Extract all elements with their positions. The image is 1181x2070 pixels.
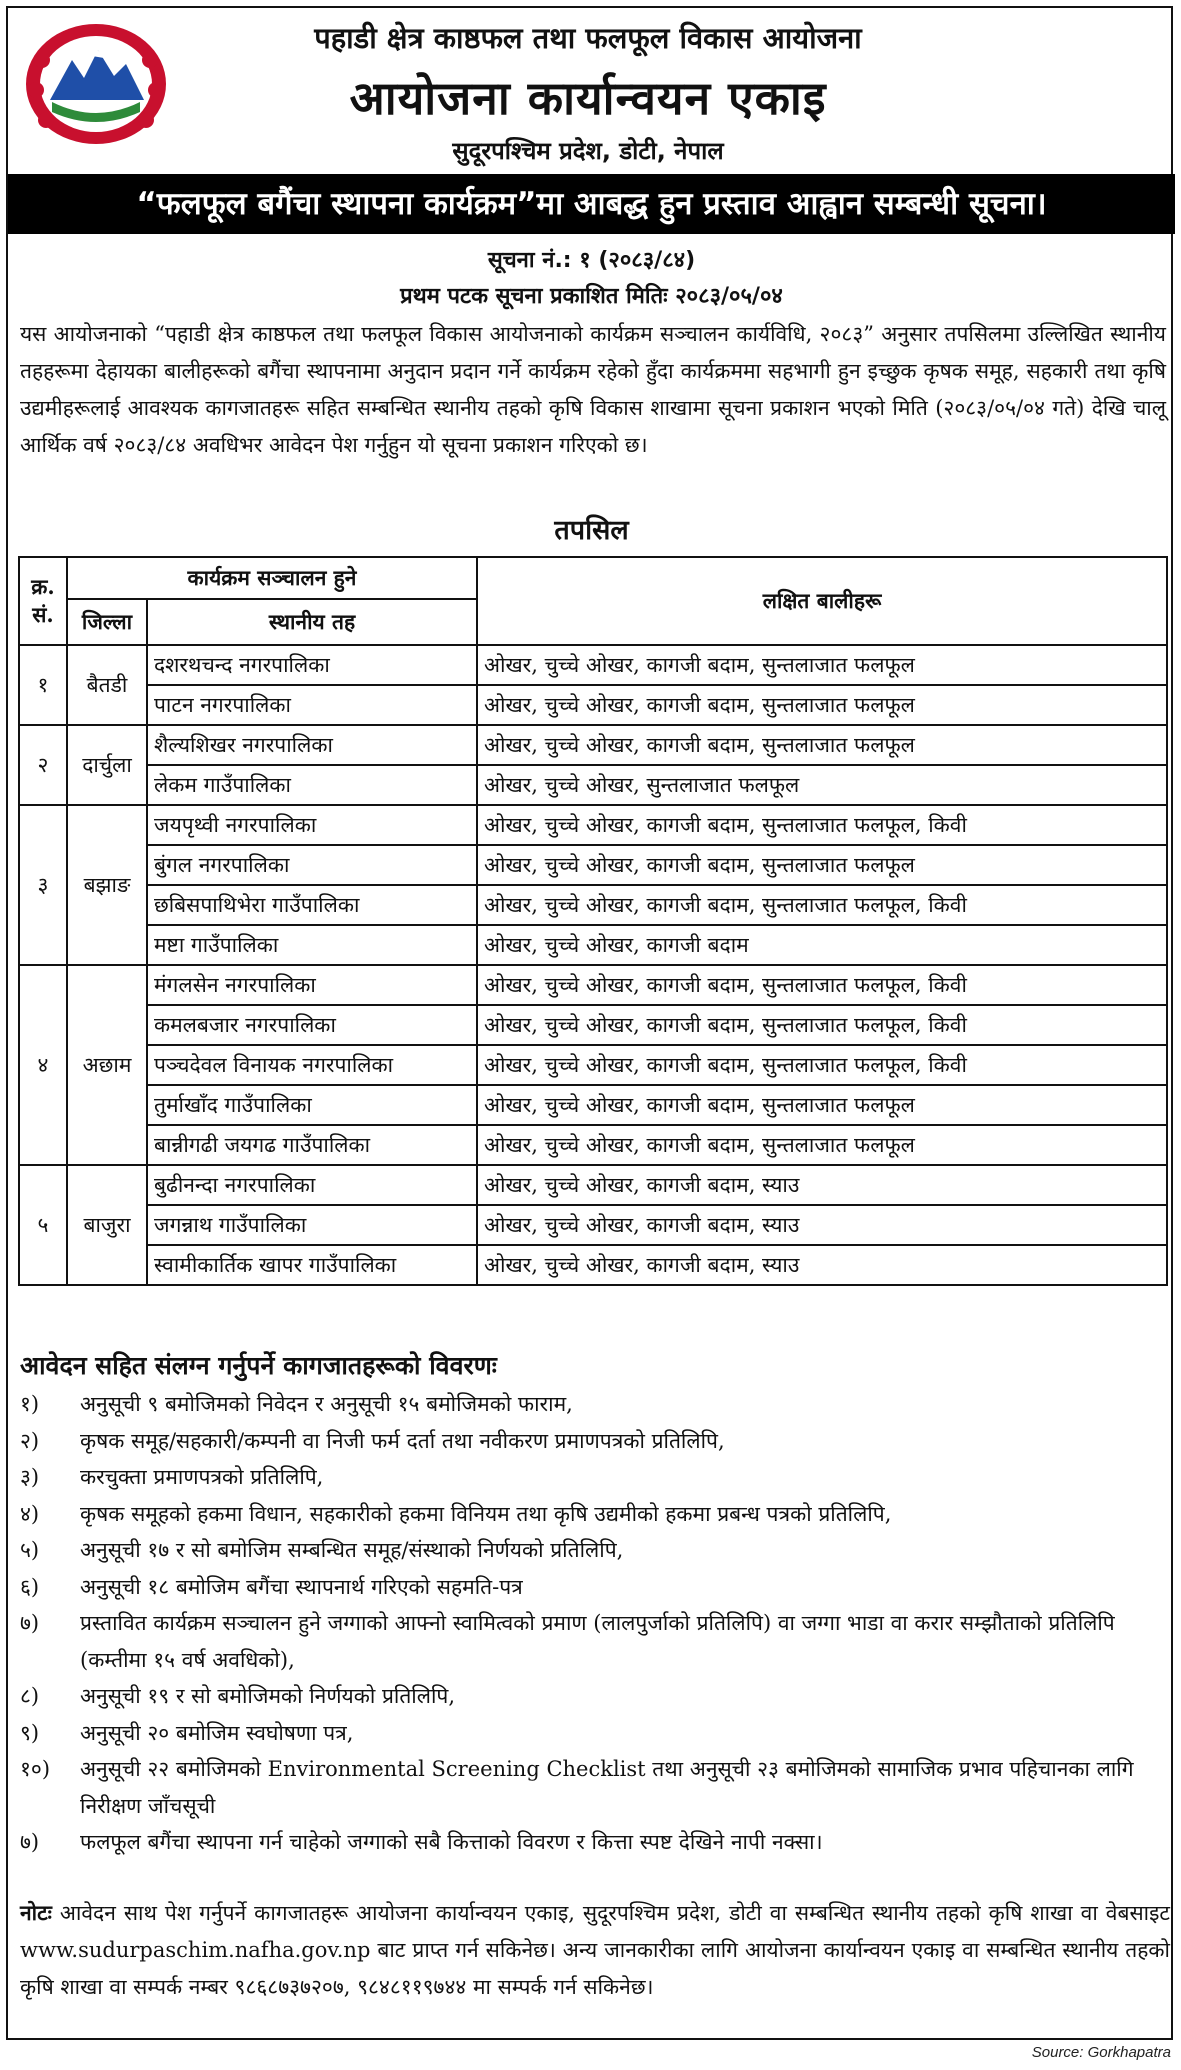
row-sn: ४ (19, 965, 67, 1165)
list-item (20, 1532, 1170, 1569)
row-local-level: पञ्चदेवल विनायक नगरपालिका (147, 1045, 477, 1085)
row-local-level: स्वामीकार्तिक खापर गाउँपालिका (147, 1245, 477, 1285)
row-local-level: दशरथचन्द नगरपालिका (147, 645, 477, 685)
list-item-text: अनुसूची ९ बमोजिमको निवेदन र अनुसूची १५ बमोजिमको फाराम, (80, 1392, 573, 1416)
documents-list (20, 1386, 1170, 1861)
row-local-level: शैल्यशिखर नगरपालिका (147, 725, 477, 765)
row-local-level: मष्टा गाउँपालिका (147, 925, 477, 965)
list-item-text: अनुसूची १९ र सो बमोजिमको निर्णयको प्रतिलिपि, (80, 1684, 456, 1708)
list-item-text: अनुसूची २२ बमोजिमको Environmental Screening Checklist तथा अनुसूची २३ बमोजिमको सामाजिक प्रभाव पहिचानका लागि निरीक्षण जाँचसूची (80, 1757, 1134, 1818)
row-local-level: जयपृथ्वी नगरपालिका (147, 805, 477, 845)
table-row (19, 805, 1167, 845)
table-row (19, 1045, 1167, 1085)
row-crops: ओखर, चुच्चे ओखर, कागजी बदाम, सुन्तलाजात फलफूल (477, 845, 1167, 885)
row-local-level: कमलबजार नगरपालिका (147, 1005, 477, 1045)
row-crops: ओखर, चुच्चे ओखर, कागजी बदाम (477, 925, 1167, 965)
table-row (19, 1245, 1167, 1285)
table-row (19, 885, 1167, 925)
list-item-number: ५) (20, 1538, 40, 1562)
list-item-text: कृषक समूह/सहकारी/कम्पनी वा निजी फर्म दर्ता तथा नवीकरण प्रमाणपत्रको प्रतिलिपि, (80, 1428, 725, 1453)
row-local-level: छबिसपाथिभेरा गाउँपालिका (147, 885, 477, 925)
list-item (20, 1605, 1170, 1678)
row-local-level: मंगलसेन नगरपालिका (147, 965, 477, 1005)
row-crops: ओखर, चुच्चे ओखर, कागजी बदाम, सुन्तलाजात फलफूल, किवी (477, 885, 1167, 925)
row-sn: ३ (19, 805, 67, 965)
row-local-level: जगन्नाथ गाउँपालिका (147, 1205, 477, 1245)
list-item-number: ८) (20, 1684, 40, 1708)
row-crops: ओखर, चुच्चे ओखर, कागजी बदाम, सुन्तलाजात फलफूल, किवी (477, 965, 1167, 1005)
table-row (19, 1205, 1167, 1245)
table-row (19, 1165, 1167, 1205)
list-item-text: प्रस्तावित कार्यक्रम सञ्चालन हुने जग्गाको आफ्नो स्वामित्वको प्रमाण (लालपुर्जाको प्रतिलिपि) वा जग्गा भाडा वा करार सम्झौताको प्रतिलिपि (कम्तीमा १५ वर्ष अवधिको), (80, 1611, 1115, 1672)
list-item-number: १) (20, 1392, 40, 1416)
row-crops: ओखर, चुच्चे ओखर, कागजी बदाम, स्याउ (477, 1245, 1167, 1285)
schedule-heading: तपसिल (554, 515, 629, 546)
row-sn: २ (19, 725, 67, 805)
table-row (19, 965, 1167, 1005)
table-row (19, 925, 1167, 965)
header-program: कार्यक्रम सञ्चालन हुने (67, 557, 477, 599)
row-local-level: बुढीनन्दा नगरपालिका (147, 1165, 477, 1205)
list-item-number: ६) (20, 1574, 40, 1599)
row-district: बझाङ (67, 805, 147, 965)
table-row (19, 645, 1167, 685)
list-item-number: ७) (20, 1830, 40, 1854)
crops-table (18, 556, 1168, 1286)
list-item-number: २) (20, 1428, 40, 1453)
row-sn: ५ (19, 1165, 67, 1285)
table-row (19, 765, 1167, 805)
row-crops: ओखर, चुच्चे ओखर, कागजी बदाम, सुन्तलाजात फलफूल (477, 645, 1167, 685)
row-district: बैतडी (67, 645, 147, 725)
table-row (19, 845, 1167, 885)
header (8, 8, 1175, 168)
list-item (20, 1715, 1170, 1752)
list-item (20, 1824, 1170, 1861)
header-district: जिल्ला (67, 599, 147, 645)
list-item-number: ९) (20, 1720, 40, 1745)
row-crops: ओखर, चुच्चे ओखर, कागजी बदाम, सुन्तलाजात फलफूल (477, 725, 1167, 765)
intro-paragraph: यस आयोजनाको “पहाडी क्षेत्र काष्ठफल तथा फलफूल विकास आयोजनाको कार्यक्रम सञ्चालन कार्यविधि, २०८३” अनुसार तपसिलमा उल्लिखित स्थानीय तहहरूमा देहायका बालीहरूको बगैंचा स्थापनामा अनुदान प्रदान गर्ने कार्यक्रम रहेको हुँदा कार्यक्रममा सहभागी हुन इच्छुक कृषक समूह, सहकारी तथा कृषि उद्यमीहरूलाई आवश्यक कागजातहरू सहित सम्बन्धित स्थानीय तहको कृषि विकास शाखामा सूचना प्रकाशन भएको मिति (२०८३/०५/०४ गते) देखि चालू आर्थिक वर्ष २०८३/८४ अवधिभर आवेदन पेश गर्नुहुन यो सूचना प्रकाशन गरिएको छ। (20, 322, 1166, 457)
row-crops: ओखर, चुच्चे ओखर, कागजी बदाम, सुन्तलाजात फलफूल (477, 1085, 1167, 1125)
row-crops: ओखर, चुच्चे ओखर, कागजी बदाम, सुन्तलाजात फलफूल, किवी (477, 1045, 1167, 1085)
table-body (19, 645, 1167, 1285)
table-row (19, 1085, 1167, 1125)
list-item-number: ७) (20, 1611, 40, 1635)
list-item-number: १०) (20, 1757, 51, 1781)
list-item (20, 1569, 1170, 1606)
list-item (20, 1459, 1170, 1496)
list-item-number: ४) (20, 1501, 40, 1526)
row-crops: ओखर, चुच्चे ओखर, कागजी बदाम, सुन्तलाजात फलफूल (477, 1125, 1167, 1165)
header-crops: लक्षित बालीहरू (477, 557, 1167, 645)
row-local-level: पाटन नगरपालिका (147, 685, 477, 725)
row-crops: ओखर, चुच्चे ओखर, कागजी बदाम, स्याउ (477, 1165, 1167, 1205)
list-item-text: कृषक समूहको हकमा विधान, सहकारीको हकमा विनियम तथा कृषि उद्यमीको हकमा प्रबन्ध पत्रको प्रतिलिपि, (80, 1501, 892, 1526)
row-local-level: बान्नीगढी जयगढ गाउँपालिका (147, 1125, 477, 1165)
location: सुदूरपश्चिम प्रदेश, डोटी, नेपाल (452, 137, 724, 165)
row-district: दार्चुला (67, 725, 147, 805)
header-sn: क्र. सं. (19, 557, 67, 645)
list-item-text: अनुसूची २० बमोजिम स्वघोषणा पत्र, (80, 1720, 354, 1745)
notice-title-banner: “फलफूल बगैंचा स्थापना कार्यक्रम”मा आबद्ध हुन प्रस्ताव आह्वान सम्बन्धी सूचना। (8, 174, 1175, 234)
row-crops: ओखर, चुच्चे ओखर, कागजी बदाम, स्याउ (477, 1205, 1167, 1245)
row-local-level: तुर्माखाँद गाउँपालिका (147, 1085, 477, 1125)
source-credit: Source: Gorkhapatra (1031, 2044, 1171, 2061)
note-paragraph (20, 1895, 1170, 2006)
list-item (20, 1678, 1170, 1715)
notice-frame (6, 6, 1173, 2040)
note-label: नोटः (20, 1901, 52, 1925)
row-crops: ओखर, चुच्चे ओखर, कागजी बदाम, सुन्तलाजात फलफूल, किवी (477, 805, 1167, 845)
list-item (20, 1423, 1170, 1460)
list-item-text: करचुक्ता प्रमाणपत्रको प्रतिलिपि, (80, 1465, 324, 1489)
table-row (19, 1005, 1167, 1045)
project-name: पहाडी क्षेत्र काष्ठफल तथा फलफूल विकास आयोजना (314, 21, 862, 55)
row-crops: ओखर, चुच्चे ओखर, सुन्तलाजात फलफूल (477, 765, 1167, 805)
list-item-text: अनुसूची १७ र सो बमोजिम सम्बन्धित समूह/संस्थाको निर्णयको प्रतिलिपि, (80, 1538, 624, 1562)
header-local: स्थानीय तह (147, 599, 477, 645)
unit-name: आयोजना कार्यान्वयन एकाइ (349, 71, 827, 125)
row-district: अछाम (67, 965, 147, 1165)
table-row (19, 685, 1167, 725)
documents-heading: आवेदन सहित संलग्न गर्नुपर्ने कागजातहरूको विवरणः (20, 1351, 497, 1380)
list-item (20, 1386, 1170, 1423)
row-district: बाजुरा (67, 1165, 147, 1285)
list-item-text: फलफूल बगैंचा स्थापना गर्न चाहेको जग्गाको सबै कित्ताको विवरण र कित्ता स्पष्ट देखिने नापी नक्सा। (80, 1830, 823, 1854)
list-item (20, 1496, 1170, 1533)
list-item-number: ३) (20, 1465, 40, 1489)
publication-date: प्रथम पटक सूचना प्रकाशित मितिः २०८३/०५/०४ (400, 284, 783, 309)
row-local-level: बुंगल नगरपालिका (147, 845, 477, 885)
table-row (19, 1125, 1167, 1165)
row-crops: ओखर, चुच्चे ओखर, कागजी बदाम, सुन्तलाजात फलफूल (477, 685, 1167, 725)
list-item-text: अनुसूची १८ बमोजिम बगैंचा स्थापनार्थ गरिएको सहमति-पत्र (80, 1574, 523, 1599)
row-sn: १ (19, 645, 67, 725)
list-item (20, 1751, 1170, 1824)
note-text: आवेदन साथ पेश गर्नुपर्ने कागजातहरू आयोजना कार्यान्वयन एकाइ, सुदूरपश्चिम प्रदेश, डोटी वा सम्बन्धित स्थानीय तहको कृषि शाखा वा वेबसाइट www.sudurpaschim.nafha.gov.np बाट प्राप्त गर्न सकिनेछ। अन्य जानकारीका लागि आयोजना कार्यान्वयन एकाइ वा सम्बन्धित स्थानीय तहको कृषि शाखा वा सम्पर्क नम्बर ९८६८७३७२०७, ९८४८११९७४४ मा सम्पर्क गर्न सकिनेछ। (20, 1901, 1170, 1999)
table-row (19, 725, 1167, 765)
notice-number: सूचना नं.: १ (२०८३/८४) (487, 248, 696, 273)
nepal-emblem-icon (22, 20, 170, 148)
row-local-level: लेकम गाउँपालिका (147, 765, 477, 805)
row-crops: ओखर, चुच्चे ओखर, कागजी बदाम, सुन्तलाजात फलफूल, किवी (477, 1005, 1167, 1045)
